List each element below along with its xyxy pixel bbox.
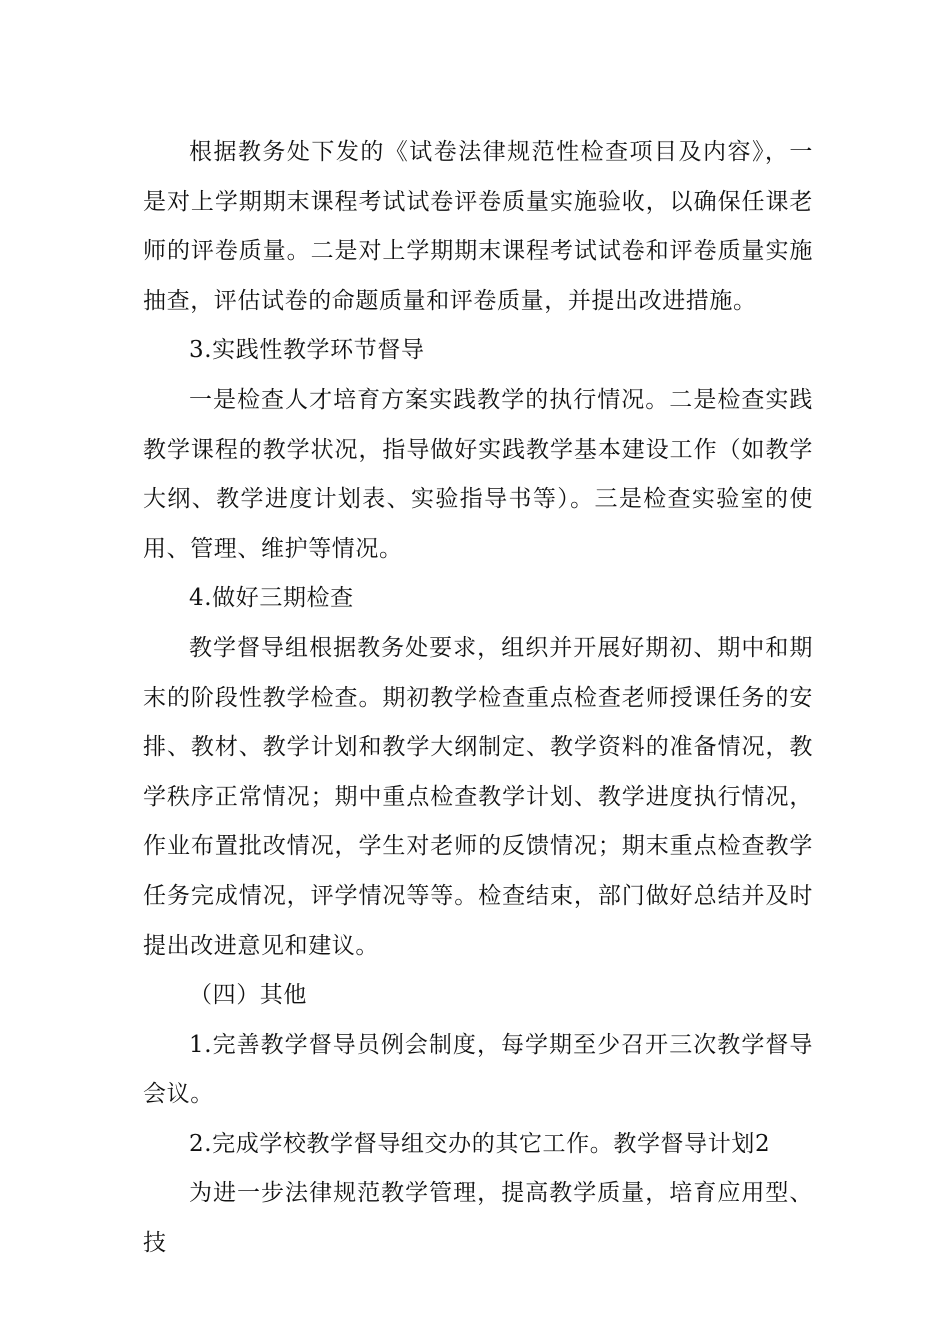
paragraph-three-period-check: 教学督导组根据教务处要求，组织并开展好期初、期中和期末的阶段性教学检查。期初教学检查重点检查老师授课任务的安排、教材、教学计划和教学大纲制定、教学资料的准备情况，教学秩序正常情况；期中重点检查教学计划、教学进度执行情况，作业布置批改情况，学生对老师的反馈情况；期末重点检查教学任务完成情况，评学情况等等。检查结束，部门做好总结并及时提出改进意见和建议。 [143, 634, 813, 959]
paragraph-meeting-system: 1.完善教学督导员例会制度，每学期至少召开三次教学督导会议。 [143, 1031, 813, 1108]
heading-practice-supervision: 3.实践性教学环节督导 [189, 337, 425, 364]
heading-other: （四）其他 [189, 982, 307, 1009]
document-body [143, 128, 813, 1269]
paragraph-plan-intro: 为进一步法律规范教学管理，提高教学质量，培育应用型、技 [143, 1180, 813, 1257]
paragraph-other-tasks: 2.完成学校教学督导组交办的其它工作。教学督导计划2 [189, 1130, 771, 1157]
paragraph-practice-check: 一是检查人才培育方案实践教学的执行情况。二是检查实践教学课程的教学状况，指导做好实践教学基本建设工作（如教学大纲、教学进度计划表、实验指导书等）。三是检查实验室的使用、管理、维护等情况。 [143, 386, 813, 562]
heading-three-period-check: 4.做好三期检查 [189, 585, 354, 612]
paragraph-exam-review: 根据教务处下发的《试卷法律规范性检查项目及内容》，一是对上学期期末课程考试试卷评卷质量实施验收，以确保任课老师的评卷质量。二是对上学期期末课程考试试卷和评卷质量实施抽查，评估试卷的命题质量和评卷质量，并提出改进措施。 [143, 139, 813, 314]
